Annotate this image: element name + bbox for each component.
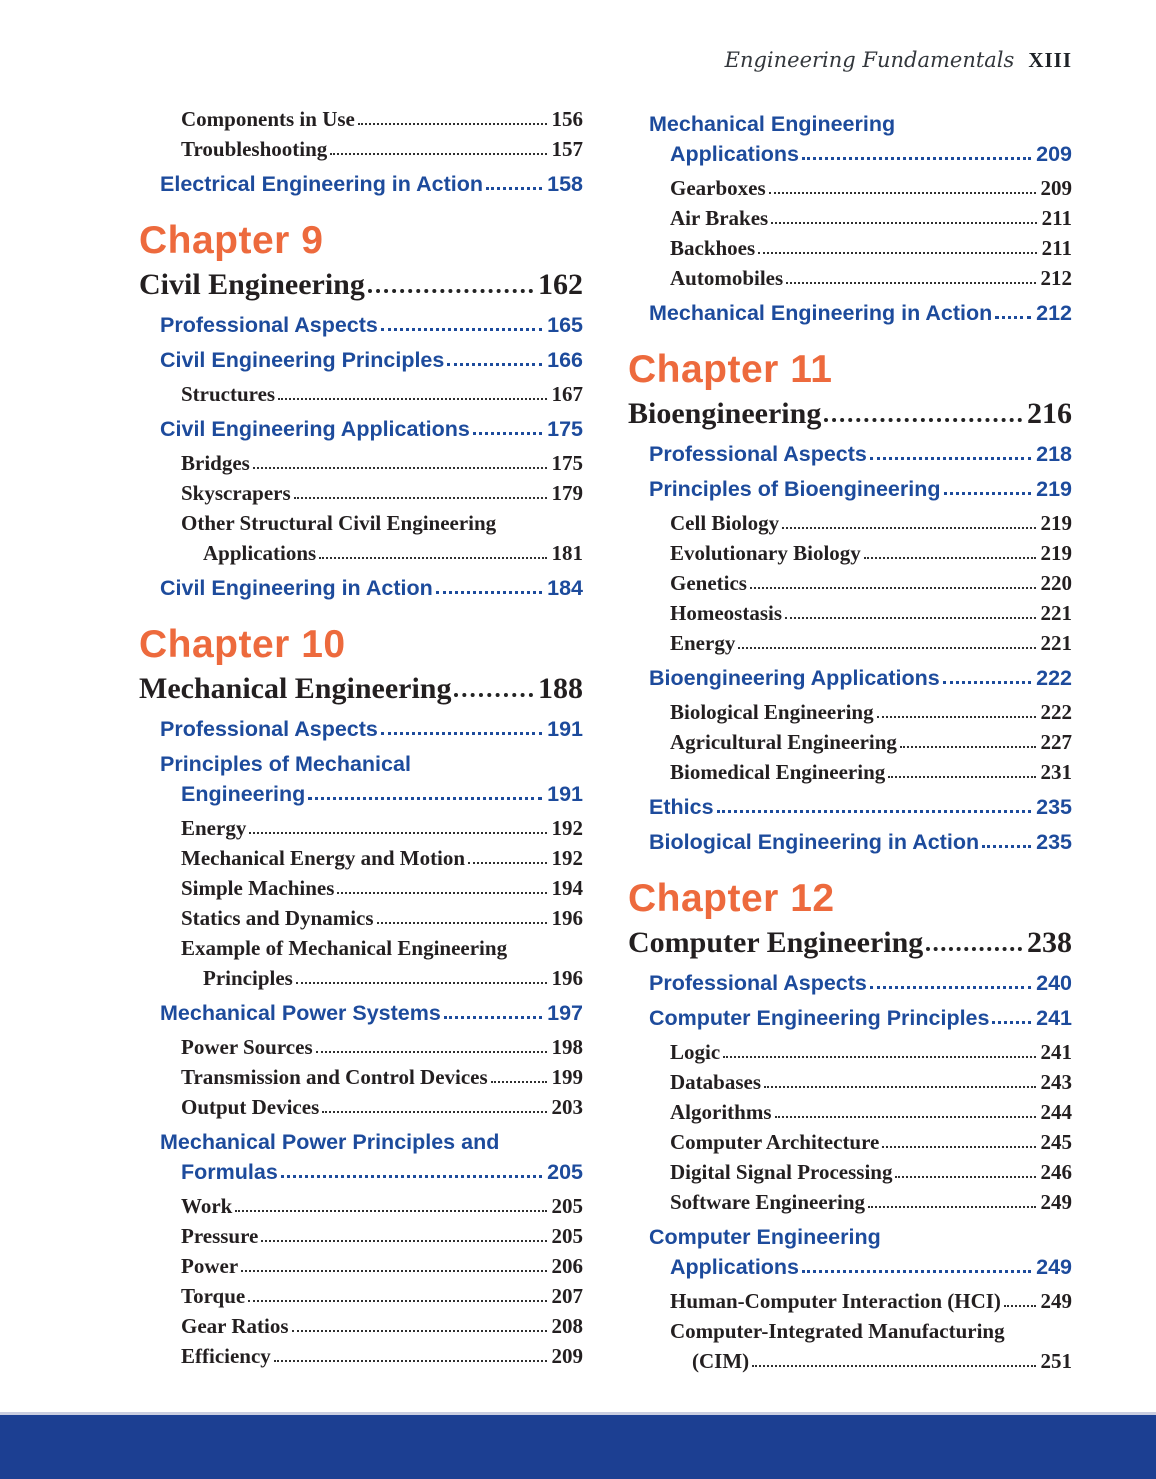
toc-sub-entry — [181, 1062, 583, 1092]
page-number: 209 — [551, 1344, 583, 1368]
toc-sub-entry — [181, 1281, 583, 1311]
entry-label: Professional Aspects — [649, 971, 867, 995]
entry-label: Principles — [203, 966, 293, 990]
entry-label: Civil Engineering Principles — [160, 348, 445, 372]
toc-section-entry — [649, 1003, 1072, 1033]
dot-leader — [785, 617, 1036, 619]
folio-page-number: XIII — [1028, 48, 1072, 72]
toc-sub-entry — [670, 1067, 1072, 1097]
entry-label: Components in Use — [181, 107, 355, 131]
toc-sub-entry — [670, 263, 1072, 293]
entry-label: Gearboxes — [670, 176, 766, 200]
entry-label: Professional Aspects — [649, 442, 867, 466]
toc-sub-entry — [181, 379, 583, 409]
dot-leader — [316, 1051, 547, 1053]
dot-leader — [868, 1206, 1035, 1208]
entry-label: Mechanical Power Systems — [160, 1001, 441, 1025]
entry-label: Statics and Dynamics — [181, 906, 374, 930]
dot-leader — [750, 587, 1036, 589]
entry-label: Civil Engineering — [139, 268, 365, 301]
dot-leader — [308, 797, 542, 800]
toc-sub-entry — [181, 1251, 583, 1281]
dot-leader — [982, 845, 1031, 848]
entry-label: Digital Signal Processing — [670, 1160, 893, 1184]
dot-leader — [381, 732, 542, 735]
chapter-heading — [628, 348, 1072, 392]
dot-leader — [436, 591, 542, 594]
toc-section-entry — [649, 792, 1072, 822]
dot-leader — [864, 557, 1036, 559]
dot-leader — [248, 1300, 546, 1302]
toc-sub-entry — [670, 233, 1072, 263]
toc-sub-entry — [181, 134, 583, 164]
dot-leader — [292, 1330, 547, 1332]
dot-leader — [752, 1365, 1035, 1367]
page-number: 241 — [1036, 1006, 1072, 1030]
entry-label: Mechanical Energy and Motion — [181, 846, 466, 870]
toc-section-entry — [139, 749, 583, 809]
entry-label: Applications — [670, 142, 800, 166]
page-number: 219 — [1040, 541, 1072, 565]
entry-label: Biomedical Engineering — [670, 760, 886, 784]
entry-label: Electrical Engineering in Action — [160, 172, 483, 196]
dot-leader — [447, 363, 542, 366]
page-number: 158 — [547, 172, 583, 196]
toc-sub-entry — [670, 628, 1072, 658]
running-head — [725, 48, 1072, 73]
entry-label-line1: Mechanical Power Principles and — [160, 1130, 500, 1154]
dot-leader — [769, 192, 1036, 194]
entry-label-line1: Other Structural Civil Engineering — [181, 511, 497, 535]
page-number: 243 — [1040, 1070, 1072, 1094]
chapter-title-entry — [628, 394, 1072, 434]
entry-label: Air Brakes — [670, 206, 769, 230]
toc-section-entry — [160, 573, 583, 603]
entry-label: Work — [181, 1194, 233, 1218]
entry-label: Output Devices — [181, 1095, 320, 1119]
entry-label: Logic — [670, 1040, 721, 1064]
entry-label: Professional Aspects — [160, 717, 378, 741]
footer-bar — [0, 1412, 1156, 1479]
entry-label: Structures — [181, 382, 276, 406]
toc-section-entry — [160, 414, 583, 444]
page-number: 191 — [547, 717, 583, 741]
dot-leader — [882, 1146, 1035, 1148]
entry-label: Human-Computer Interaction (HCI) — [670, 1289, 1001, 1313]
toc-section-entry — [649, 827, 1072, 857]
toc-sub-entry — [670, 697, 1072, 727]
dot-leader — [900, 746, 1036, 748]
toc-section-entry — [649, 298, 1072, 328]
entry-label: Efficiency — [181, 1344, 271, 1368]
dot-leader — [444, 1016, 542, 1019]
page-number: 209 — [1036, 142, 1072, 166]
toc-sub-entry — [670, 203, 1072, 233]
page-number: 246 — [1040, 1160, 1072, 1184]
page-number: 181 — [551, 541, 583, 565]
page-number: 245 — [1040, 1130, 1072, 1154]
chapter-heading-label: Chapter 12 — [628, 877, 835, 920]
toc-sub-entry — [670, 508, 1072, 538]
page-number: 235 — [1036, 830, 1072, 854]
page-number: 219 — [1040, 511, 1072, 535]
dot-leader — [802, 1270, 1031, 1273]
entry-label: Computer Architecture — [670, 1130, 880, 1154]
chapter-heading — [139, 219, 583, 263]
entry-label: Applications — [203, 541, 317, 565]
entry-continuation — [181, 779, 583, 809]
page-number: 211 — [1041, 236, 1072, 260]
page-number: 227 — [1040, 730, 1072, 754]
dot-leader — [775, 1116, 1036, 1118]
page-number: 192 — [551, 816, 583, 840]
page-number: 184 — [547, 576, 583, 600]
dot-leader — [877, 716, 1036, 718]
dot-leader — [786, 282, 1035, 284]
dot-leader — [944, 492, 1032, 495]
page-number: 165 — [547, 313, 583, 337]
toc-sub-entry — [181, 903, 583, 933]
toc-sub-entry — [181, 448, 583, 478]
chapter-heading-label: Chapter 9 — [139, 219, 324, 262]
page-number: 240 — [1036, 971, 1072, 995]
dot-leader — [992, 1021, 1031, 1024]
chapter-title-entry — [139, 669, 583, 709]
toc-section-entry — [139, 1127, 583, 1187]
toc-sub-entry — [670, 1127, 1072, 1157]
dot-leader — [377, 922, 547, 924]
dot-leader — [468, 862, 546, 864]
page-number: 218 — [1036, 442, 1072, 466]
page-number: 196 — [551, 966, 583, 990]
page-number: 208 — [551, 1314, 583, 1338]
chapter-heading-label: Chapter 11 — [628, 348, 833, 391]
entry-label: Agricultural Engineering — [670, 730, 897, 754]
page-number: 251 — [1040, 1349, 1072, 1373]
dot-leader — [281, 1175, 542, 1178]
entry-label: Power — [181, 1254, 239, 1278]
page-number: 220 — [1040, 571, 1072, 595]
page-number: 244 — [1040, 1100, 1072, 1124]
toc-sub-entry — [670, 757, 1072, 787]
entry-label: Troubleshooting — [181, 137, 328, 161]
toc-section-entry — [160, 345, 583, 375]
dot-leader — [322, 1111, 546, 1113]
dot-leader — [241, 1270, 546, 1272]
dot-leader — [738, 647, 1035, 649]
dot-leader — [337, 892, 546, 894]
entry-label: Power Sources — [181, 1035, 313, 1059]
page-number: 205 — [551, 1224, 583, 1248]
dot-leader — [381, 328, 542, 331]
chapter-title-entry — [628, 923, 1072, 963]
dot-leader — [473, 432, 542, 435]
page-number: 222 — [1036, 666, 1072, 690]
entry-label: Genetics — [670, 571, 747, 595]
toc-sub-entry — [181, 843, 583, 873]
page-number: 166 — [547, 348, 583, 372]
entry-label: Mechanical Engineering — [139, 672, 452, 705]
toc-sub-entry — [670, 538, 1072, 568]
chapter-heading — [628, 877, 1072, 921]
entry-label: Databases — [670, 1070, 762, 1094]
page-number: 235 — [1036, 795, 1072, 819]
toc-sub-entry — [181, 478, 583, 508]
toc-sub-entry — [670, 1037, 1072, 1067]
page-number: 206 — [551, 1254, 583, 1278]
dot-leader — [895, 1176, 1035, 1178]
page-number: 188 — [538, 672, 583, 705]
toc-sub-entry — [139, 933, 583, 993]
dot-leader — [870, 457, 1031, 460]
entry-label: Computer Engineering Principles — [649, 1006, 990, 1030]
book-title: Engineering Fundamentals — [724, 48, 1015, 72]
dot-leader — [802, 157, 1031, 160]
page-number: 219 — [1036, 477, 1072, 501]
toc-section-entry — [160, 714, 583, 744]
page-number: 191 — [547, 782, 583, 806]
page-number: 249 — [1040, 1190, 1072, 1214]
dot-leader — [888, 776, 1035, 778]
page-number: 156 — [551, 107, 583, 131]
toc-sub-entry — [139, 508, 583, 568]
entry-label: Bioengineering Applications — [649, 666, 940, 690]
dot-leader — [486, 187, 542, 190]
page-number: 198 — [551, 1035, 583, 1059]
page-number: 167 — [551, 382, 583, 406]
entry-label: Formulas — [181, 1160, 278, 1184]
dot-leader — [368, 289, 533, 293]
entry-label: Software Engineering — [670, 1190, 866, 1214]
entry-label: Principles of Bioengineering — [649, 477, 941, 501]
page-number: 199 — [551, 1065, 583, 1089]
dot-leader — [454, 693, 533, 697]
dot-leader — [358, 123, 547, 125]
dot-leader — [764, 1086, 1035, 1088]
toc-section-entry — [649, 968, 1072, 998]
dot-leader — [261, 1240, 546, 1242]
toc-sub-entry — [670, 1097, 1072, 1127]
toc-sub-entry — [181, 1092, 583, 1122]
page-number: 197 — [547, 1001, 583, 1025]
page-number: 221 — [1040, 601, 1072, 625]
dot-leader — [995, 316, 1031, 319]
page-number: 249 — [1040, 1289, 1072, 1313]
dot-leader — [723, 1056, 1035, 1058]
toc-section-entry — [649, 663, 1072, 693]
page-number: 211 — [1041, 206, 1072, 230]
toc-section-entry — [160, 169, 583, 199]
entry-continuation — [203, 963, 583, 993]
toc-sub-entry — [670, 568, 1072, 598]
entry-label: Computer Engineering — [628, 926, 924, 959]
toc-column-left — [139, 104, 583, 1376]
entry-continuation — [181, 1157, 583, 1187]
entry-continuation — [692, 1346, 1072, 1376]
page-number: 196 — [551, 906, 583, 930]
page-number: 205 — [547, 1160, 583, 1184]
page-number: 192 — [551, 846, 583, 870]
entry-label: Cell Biology — [670, 511, 780, 535]
entry-label: Skyscrapers — [181, 481, 291, 505]
toc-sub-entry — [181, 813, 583, 843]
page-number: 221 — [1040, 631, 1072, 655]
entry-label: Homeostasis — [670, 601, 782, 625]
page-number: 162 — [538, 268, 583, 301]
entry-label-line1: Principles of Mechanical — [160, 752, 411, 776]
page-number: 238 — [1027, 926, 1072, 959]
entry-continuation — [203, 538, 583, 568]
toc-sub-entry — [670, 1286, 1072, 1316]
toc-sub-entry — [181, 104, 583, 134]
entry-label: Algorithms — [670, 1100, 772, 1124]
entry-label: Torque — [181, 1284, 246, 1308]
toc-section-entry — [160, 998, 583, 1028]
page-number: 212 — [1036, 301, 1072, 325]
dot-leader — [824, 418, 1022, 422]
page-number: 205 — [551, 1194, 583, 1218]
dot-leader — [253, 467, 547, 469]
dot-leader — [235, 1210, 546, 1212]
entry-label: Energy — [670, 631, 736, 655]
entry-label: Biological Engineering in Action — [649, 830, 980, 854]
toc-sub-entry — [181, 1221, 583, 1251]
page-number: 179 — [551, 481, 583, 505]
dot-leader — [278, 398, 546, 400]
toc-section-entry — [628, 109, 1072, 169]
dot-leader — [294, 497, 547, 499]
toc-column-right — [628, 104, 1072, 1376]
toc-sub-entry — [181, 873, 583, 903]
page-number: 207 — [551, 1284, 583, 1308]
toc-sub-entry — [181, 1341, 583, 1371]
dot-leader — [274, 1360, 547, 1362]
page-number: 241 — [1040, 1040, 1072, 1064]
dot-leader — [943, 681, 1031, 684]
entry-label: Gear Ratios — [181, 1314, 289, 1338]
dot-leader — [330, 153, 546, 155]
entry-label: Engineering — [181, 782, 306, 806]
dot-leader — [782, 527, 1035, 529]
entry-continuation — [670, 1252, 1072, 1282]
page-number: 209 — [1040, 176, 1072, 200]
chapter-title-entry — [139, 265, 583, 305]
toc-sub-entry — [181, 1311, 583, 1341]
toc-sub-entry — [670, 173, 1072, 203]
entry-label: Backhoes — [670, 236, 756, 260]
entry-label: Ethics — [649, 795, 714, 819]
toc-section-entry — [160, 310, 583, 340]
toc-sub-entry — [670, 1187, 1072, 1217]
dot-leader — [249, 832, 546, 834]
chapter-heading — [139, 623, 583, 667]
dot-leader — [771, 222, 1036, 224]
entry-label-line1: Computer Engineering — [649, 1225, 881, 1249]
page-number: 222 — [1040, 700, 1072, 724]
entry-label-line1: Example of Mechanical Engineering — [181, 936, 508, 960]
page-number: 216 — [1027, 397, 1072, 430]
page-number: 194 — [551, 876, 583, 900]
toc-sub-entry — [181, 1191, 583, 1221]
entry-label: Pressure — [181, 1224, 259, 1248]
entry-label-line1: Mechanical Engineering — [649, 112, 896, 136]
dot-leader — [926, 947, 1022, 951]
entry-label: Bridges — [181, 451, 250, 475]
entry-label: Transmission and Control Devices — [181, 1065, 488, 1089]
dot-leader — [870, 986, 1031, 989]
entry-label: Applications — [670, 1255, 800, 1279]
page-number: 249 — [1036, 1255, 1072, 1279]
page-number: 212 — [1040, 266, 1072, 290]
page-number: 231 — [1040, 760, 1072, 784]
chapter-heading-label: Chapter 10 — [139, 623, 346, 666]
entry-continuation — [670, 139, 1072, 169]
toc-sub-entry — [181, 1032, 583, 1062]
table-of-contents — [139, 104, 1072, 1376]
entry-label-line1: Computer-Integrated Manufacturing — [670, 1319, 1005, 1343]
dot-leader — [296, 982, 547, 984]
toc-sub-entry — [670, 727, 1072, 757]
dot-leader — [758, 252, 1036, 254]
page-number: 175 — [547, 417, 583, 441]
dot-leader — [1004, 1305, 1036, 1307]
entry-label: Simple Machines — [181, 876, 335, 900]
dot-leader — [319, 557, 546, 559]
entry-label: Civil Engineering in Action — [160, 576, 433, 600]
toc-sub-entry — [670, 1157, 1072, 1187]
entry-label: Automobiles — [670, 266, 784, 290]
dot-leader — [491, 1081, 547, 1083]
entry-label: Biological Engineering — [670, 700, 874, 724]
entry-label: Evolutionary Biology — [670, 541, 861, 565]
toc-section-entry — [628, 1222, 1072, 1282]
toc-section-entry — [649, 474, 1072, 504]
page-number: 157 — [551, 137, 583, 161]
dot-leader — [717, 810, 1032, 813]
entry-label: Mechanical Engineering in Action — [649, 301, 993, 325]
entry-label: Civil Engineering Applications — [160, 417, 470, 441]
entry-label: Energy — [181, 816, 247, 840]
entry-label: Professional Aspects — [160, 313, 378, 337]
page-number: 175 — [551, 451, 583, 475]
entry-label: (CIM) — [692, 1349, 750, 1373]
toc-sub-entry — [670, 598, 1072, 628]
toc-sub-entry — [628, 1316, 1072, 1376]
toc-section-entry — [649, 439, 1072, 469]
entry-label: Bioengineering — [628, 397, 822, 430]
page-number: 203 — [551, 1095, 583, 1119]
